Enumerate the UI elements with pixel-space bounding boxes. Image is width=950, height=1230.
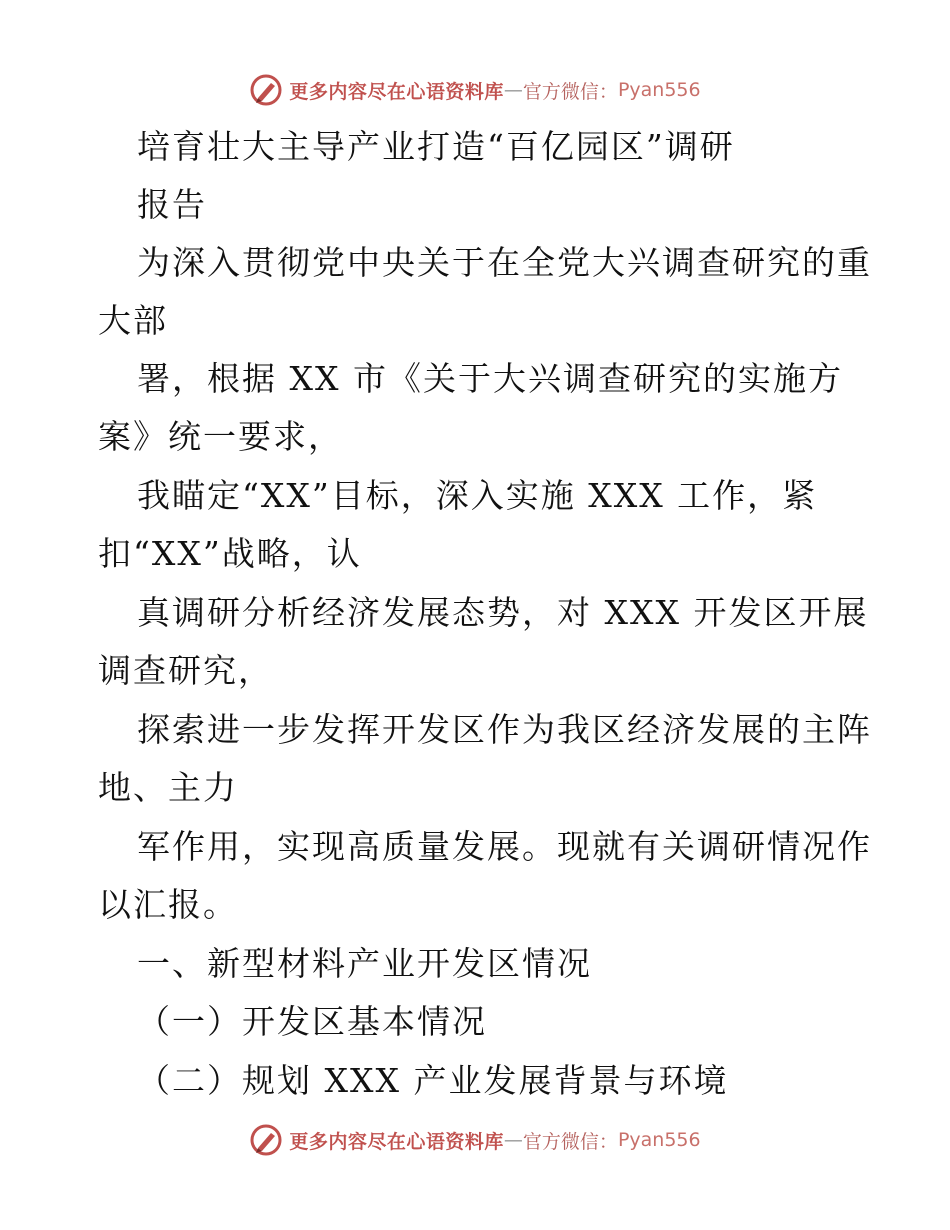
- paragraph-line: 调查研究，: [98, 651, 273, 690]
- section-heading: 一、新型材料产业开发区情况: [137, 944, 592, 983]
- paragraph-line: 署，根据 XX 市《关于大兴调查研究的实施方: [137, 359, 843, 398]
- document-title-line-2: 报告: [137, 185, 207, 224]
- paragraph-line: 探索进一步发挥开发区作为我区经济发展的主阵: [137, 710, 872, 749]
- paragraph-line: 真调研分析经济发展态势，对 XXX 开发区开展: [137, 593, 869, 632]
- paragraph-line: 扣“XX”战略，认: [98, 534, 362, 573]
- watermark-header: [0, 70, 950, 110]
- subsection-heading: （二）规划 XXX 产业发展背景与环境: [137, 1061, 729, 1100]
- paragraph-line: 大部: [98, 301, 168, 340]
- paragraph-line: 地、主力: [98, 768, 238, 807]
- document-title-line-1: 培育壮大主导产业打造“百亿园区”调研: [137, 127, 735, 166]
- watermark-wechat-id: Pyan556: [617, 79, 701, 101]
- subsection-heading: （一）开发区基本情况: [137, 1002, 487, 1041]
- watermark-footer: [0, 1120, 950, 1160]
- pen-seal-icon: [249, 1123, 283, 1157]
- watermark-separator: —: [503, 79, 523, 101]
- paragraph-line: 我瞄定“XX”目标，深入实施 XXX 工作，紧: [137, 476, 818, 515]
- watermark-site-name: 更多内容尽在心语资料库: [289, 80, 504, 103]
- paragraph-line: 军作用，实现高质量发展。现就有关调研情况作: [137, 827, 872, 866]
- watermark-site-name: 更多内容尽在心语资料库: [289, 1130, 504, 1153]
- watermark-wechat-label: 官方微信：: [522, 1130, 618, 1153]
- paragraph-line: 为深入贯彻党中央关于在全党大兴调查研究的重: [137, 243, 872, 282]
- watermark-separator: —: [503, 1129, 523, 1151]
- pen-seal-icon: [249, 73, 283, 107]
- paragraph-line: 案》统一要求，: [98, 417, 343, 456]
- paragraph-line: 以汇报。: [98, 885, 238, 924]
- watermark-wechat-id: Pyan556: [617, 1129, 701, 1151]
- watermark-wechat-label: 官方微信：: [522, 80, 618, 103]
